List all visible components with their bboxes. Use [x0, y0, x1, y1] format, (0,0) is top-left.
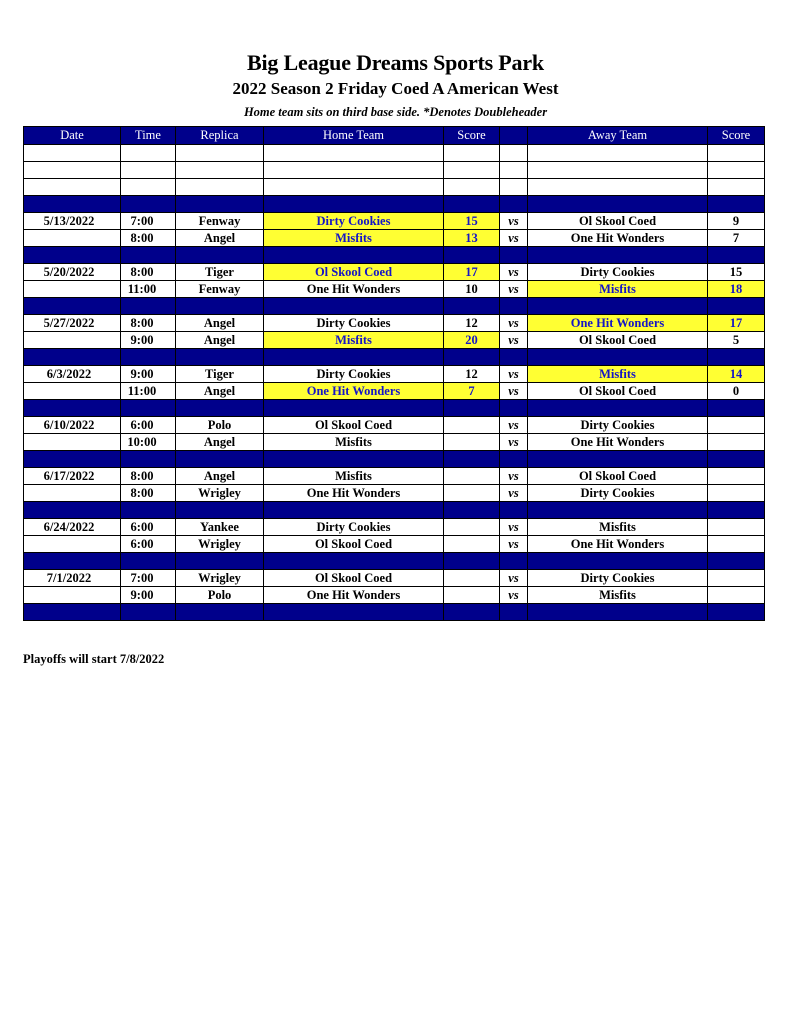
game-date: 6/10/2022: [24, 417, 121, 434]
away-score: 5: [708, 332, 765, 349]
home-team: Dirty Cookies: [264, 366, 444, 383]
away-team: Misfits: [528, 366, 708, 383]
col-header-time: Time: [121, 127, 176, 145]
home-team: Misfits: [264, 434, 444, 451]
game-time: 8:00: [121, 230, 176, 247]
vs-label: vs: [500, 264, 528, 281]
home-score: [444, 536, 500, 553]
game-replica: Wrigley: [176, 570, 264, 587]
away-score: [708, 536, 765, 553]
separator-cell: [24, 553, 121, 570]
game-replica: Angel: [176, 434, 264, 451]
away-score: [708, 519, 765, 536]
game-row: [24, 417, 765, 434]
page-title: Big League Dreams Sports Park: [247, 50, 544, 75]
week-separator-row: [24, 349, 765, 366]
separator-cell: [708, 451, 765, 468]
game-date: 6/24/2022: [24, 519, 121, 536]
away-score: 7: [708, 230, 765, 247]
separator-cell: [444, 196, 500, 213]
home-score: [444, 434, 500, 451]
week-separator-row: [24, 604, 765, 621]
separator-cell: [708, 349, 765, 366]
vs-label: vs: [500, 315, 528, 332]
game-replica: Wrigley: [176, 536, 264, 553]
home-score: 10: [444, 281, 500, 298]
away-score: [708, 417, 765, 434]
game-date: 5/20/2022: [24, 264, 121, 281]
game-replica: Fenway: [176, 281, 264, 298]
away-team: Misfits: [528, 587, 708, 604]
separator-cell: [444, 298, 500, 315]
separator-cell: [708, 298, 765, 315]
home-team: Dirty Cookies: [264, 213, 444, 230]
col-header-replica: Replica: [176, 127, 264, 145]
game-time: 8:00: [121, 315, 176, 332]
separator-cell: [708, 247, 765, 264]
vs-label: vs: [500, 485, 528, 502]
separator-cell: [528, 451, 708, 468]
home-team: Ol Skool Coed: [264, 536, 444, 553]
game-date: [24, 281, 121, 298]
separator-cell: [24, 196, 121, 213]
game-date: 5/27/2022: [24, 315, 121, 332]
separator-cell: [176, 451, 264, 468]
col-header-vs: [500, 127, 528, 145]
separator-cell: [24, 247, 121, 264]
game-date: 5/13/2022: [24, 213, 121, 230]
vs-label: vs: [500, 366, 528, 383]
game-date: [24, 536, 121, 553]
home-team: Ol Skool Coed: [264, 570, 444, 587]
game-row: [24, 383, 765, 400]
week-separator-row: [24, 553, 765, 570]
game-date: [24, 587, 121, 604]
page-subtitle: 2022 Season 2 Friday Coed A American West: [232, 79, 559, 98]
separator-cell: [176, 349, 264, 366]
away-team: One Hit Wonders: [528, 315, 708, 332]
week-separator-row: [24, 502, 765, 519]
separator-cell: [24, 400, 121, 417]
separator-cell: [176, 400, 264, 417]
separator-cell: [708, 400, 765, 417]
game-replica: Angel: [176, 383, 264, 400]
separator-cell: [121, 502, 176, 519]
home-score: 12: [444, 366, 500, 383]
separator-cell: [444, 400, 500, 417]
game-time: 6:00: [121, 536, 176, 553]
separator-cell: [121, 349, 176, 366]
separator-cell: [176, 604, 264, 621]
separator-cell: [528, 298, 708, 315]
separator-cell: [264, 553, 444, 570]
away-team: Dirty Cookies: [528, 417, 708, 434]
game-time: 11:00: [121, 281, 176, 298]
separator-cell: [500, 400, 528, 417]
separator-cell: [264, 298, 444, 315]
home-score: [444, 468, 500, 485]
home-team: Dirty Cookies: [264, 519, 444, 536]
game-replica: Angel: [176, 230, 264, 247]
away-team: Ol Skool Coed: [528, 468, 708, 485]
separator-cell: [528, 349, 708, 366]
game-row: [24, 587, 765, 604]
header-row: [24, 127, 765, 145]
separator-cell: [24, 604, 121, 621]
home-team: Dirty Cookies: [264, 315, 444, 332]
separator-cell: [121, 553, 176, 570]
separator-cell: [528, 247, 708, 264]
game-row: [24, 434, 765, 451]
game-row: [24, 332, 765, 349]
separator-cell: [264, 604, 444, 621]
game-row: [24, 230, 765, 247]
separator-cell: [264, 247, 444, 264]
separator-cell: [264, 196, 444, 213]
vs-label: vs: [500, 417, 528, 434]
game-replica: Tiger: [176, 264, 264, 281]
away-team: Dirty Cookies: [528, 570, 708, 587]
game-date: [24, 434, 121, 451]
home-team: One Hit Wonders: [264, 485, 444, 502]
week-separator-row: [24, 196, 765, 213]
away-score: 17: [708, 315, 765, 332]
game-replica: Angel: [176, 332, 264, 349]
away-team: One Hit Wonders: [528, 434, 708, 451]
home-team: One Hit Wonders: [264, 281, 444, 298]
separator-cell: [708, 604, 765, 621]
home-team: Ol Skool Coed: [264, 264, 444, 281]
home-score: [444, 417, 500, 434]
game-replica: Polo: [176, 417, 264, 434]
game-date: 7/1/2022: [24, 570, 121, 587]
vs-label: vs: [500, 434, 528, 451]
game-replica: Yankee: [176, 519, 264, 536]
vs-label: vs: [500, 383, 528, 400]
separator-cell: [121, 298, 176, 315]
home-score: 7: [444, 383, 500, 400]
separator-cell: [121, 196, 176, 213]
game-date: 6/17/2022: [24, 468, 121, 485]
home-score: [444, 570, 500, 587]
vs-label: vs: [500, 570, 528, 587]
away-team: Dirty Cookies: [528, 264, 708, 281]
game-replica: Tiger: [176, 366, 264, 383]
col-header-home-team: Home Team: [264, 127, 444, 145]
game-date: [24, 332, 121, 349]
home-team: One Hit Wonders: [264, 587, 444, 604]
separator-cell: [708, 502, 765, 519]
separator-cell: [264, 502, 444, 519]
separator-cell: [444, 502, 500, 519]
away-team: Misfits: [528, 519, 708, 536]
game-row: [24, 281, 765, 298]
game-row: [24, 485, 765, 502]
separator-cell: [500, 349, 528, 366]
separator-cell: [444, 553, 500, 570]
separator-cell: [500, 553, 528, 570]
week-separator-row: [24, 451, 765, 468]
game-replica: Polo: [176, 587, 264, 604]
separator-cell: [264, 400, 444, 417]
away-team: One Hit Wonders: [528, 536, 708, 553]
game-time: 8:00: [121, 485, 176, 502]
away-score: 15: [708, 264, 765, 281]
separator-cell: [528, 604, 708, 621]
separator-cell: [528, 502, 708, 519]
separator-cell: [121, 604, 176, 621]
separator-cell: [264, 349, 444, 366]
home-team: Misfits: [264, 230, 444, 247]
away-score: 9: [708, 213, 765, 230]
away-score: [708, 468, 765, 485]
game-replica: Angel: [176, 468, 264, 485]
separator-cell: [500, 298, 528, 315]
game-row: [24, 315, 765, 332]
home-team: Misfits: [264, 332, 444, 349]
game-row: [24, 536, 765, 553]
vs-label: vs: [500, 519, 528, 536]
blank-row: [24, 162, 765, 179]
separator-cell: [264, 451, 444, 468]
game-replica: Fenway: [176, 213, 264, 230]
blank-row: [24, 179, 765, 196]
game-row: [24, 570, 765, 587]
home-team: Misfits: [264, 468, 444, 485]
game-time: 7:00: [121, 213, 176, 230]
game-time: 6:00: [121, 519, 176, 536]
separator-cell: [176, 502, 264, 519]
away-team: One Hit Wonders: [528, 230, 708, 247]
game-row: [24, 468, 765, 485]
vs-label: vs: [500, 587, 528, 604]
away-team: Ol Skool Coed: [528, 213, 708, 230]
game-row: [24, 519, 765, 536]
away-score: [708, 485, 765, 502]
separator-cell: [24, 451, 121, 468]
home-score: 17: [444, 264, 500, 281]
separator-cell: [121, 247, 176, 264]
separator-cell: [500, 604, 528, 621]
vs-label: vs: [500, 230, 528, 247]
separator-cell: [528, 400, 708, 417]
separator-cell: [528, 553, 708, 570]
away-team: Dirty Cookies: [528, 485, 708, 502]
game-time: 8:00: [121, 468, 176, 485]
separator-cell: [500, 502, 528, 519]
col-header-date: Date: [24, 127, 121, 145]
game-replica: Angel: [176, 315, 264, 332]
away-score: [708, 587, 765, 604]
col-header-home-score: Score: [444, 127, 500, 145]
separator-cell: [24, 298, 121, 315]
game-time: 9:00: [121, 366, 176, 383]
separator-cell: [500, 196, 528, 213]
col-header-away-score: Score: [708, 127, 765, 145]
away-team: Ol Skool Coed: [528, 332, 708, 349]
separator-cell: [176, 196, 264, 213]
separator-cell: [121, 451, 176, 468]
home-score: 20: [444, 332, 500, 349]
separator-cell: [444, 604, 500, 621]
home-score: 15: [444, 213, 500, 230]
away-team: Misfits: [528, 281, 708, 298]
game-time: 9:00: [121, 332, 176, 349]
game-row: [24, 366, 765, 383]
separator-cell: [708, 196, 765, 213]
schedule-note: Home team sits on third base side. *Denotes Doubleheader: [243, 105, 548, 119]
game-date: [24, 485, 121, 502]
home-score: [444, 485, 500, 502]
separator-cell: [176, 553, 264, 570]
separator-cell: [444, 451, 500, 468]
schedule-table: [23, 126, 765, 621]
home-team: Ol Skool Coed: [264, 417, 444, 434]
week-separator-row: [24, 400, 765, 417]
separator-cell: [176, 298, 264, 315]
game-row: [24, 213, 765, 230]
separator-cell: [500, 247, 528, 264]
separator-cell: [24, 502, 121, 519]
home-score: [444, 587, 500, 604]
playoffs-note: Playoffs will start 7/8/2022: [23, 652, 165, 666]
separator-cell: [444, 247, 500, 264]
blank-row: [24, 145, 765, 162]
separator-cell: [500, 451, 528, 468]
separator-cell: [444, 349, 500, 366]
game-time: 11:00: [121, 383, 176, 400]
away-score: [708, 570, 765, 587]
away-score: [708, 434, 765, 451]
separator-cell: [708, 553, 765, 570]
game-row: [24, 264, 765, 281]
col-header-away-team: Away Team: [528, 127, 708, 145]
schedule-body: [24, 145, 765, 621]
game-time: 10:00: [121, 434, 176, 451]
vs-label: vs: [500, 468, 528, 485]
week-separator-row: [24, 247, 765, 264]
game-time: 9:00: [121, 587, 176, 604]
vs-label: vs: [500, 536, 528, 553]
vs-label: vs: [500, 213, 528, 230]
game-date: 6/3/2022: [24, 366, 121, 383]
game-time: 8:00: [121, 264, 176, 281]
separator-cell: [24, 349, 121, 366]
away-score: 14: [708, 366, 765, 383]
separator-cell: [176, 247, 264, 264]
separator-cell: [121, 400, 176, 417]
separator-cell: [528, 196, 708, 213]
vs-label: vs: [500, 332, 528, 349]
vs-label: vs: [500, 281, 528, 298]
game-date: [24, 383, 121, 400]
home-team: One Hit Wonders: [264, 383, 444, 400]
game-replica: Wrigley: [176, 485, 264, 502]
away-score: 18: [708, 281, 765, 298]
away-team: Ol Skool Coed: [528, 383, 708, 400]
week-separator-row: [24, 298, 765, 315]
home-score: 13: [444, 230, 500, 247]
away-score: 0: [708, 383, 765, 400]
home-score: [444, 519, 500, 536]
game-time: 6:00: [121, 417, 176, 434]
game-date: [24, 230, 121, 247]
game-time: 7:00: [121, 570, 176, 587]
home-score: 12: [444, 315, 500, 332]
